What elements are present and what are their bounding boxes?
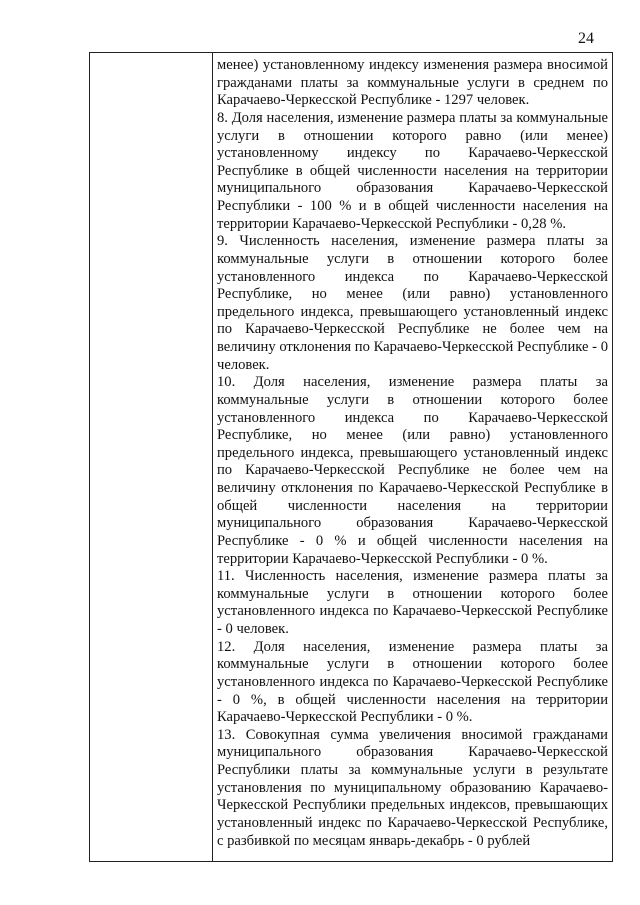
paragraph-item-11: 11. Численность населения, изменение размера платы за коммунальные услуги в отношении которого более установленного индекса по Карачаево-Черкесской Республике - 0 человек. — [217, 568, 608, 637]
document-table — [89, 52, 613, 862]
paragraph-item-9: 9. Численность населения, изменение размера платы за коммунальные услуги в отношении которого более установленного индекса по Карачаево-Черкесской Республике, но менее (или равно) установленного предельного индекса, превышающего установленный индекс по Карачаево-Черкесской Республике не более чем на величину отклонения по Карачаево-Черкесской Республике - 0 человек. — [217, 233, 608, 373]
paragraph-item-12: 12. Доля населения, изменение размера платы за коммунальные услуги в отношении которого более установленного индекса по Карачаево-Черкесской Республике - 0 %, в общей численности населения на территории Карачаево-Черкесской Республики - 0 %. — [217, 638, 608, 726]
text-cell — [217, 57, 608, 850]
paragraph-continuation: менее) установленному индексу изменения размера вносимой гражданами платы за коммунальные услуги в среднем по Карачаево-Черкесской Республике - 1297 человек. — [217, 57, 608, 109]
column-divider — [212, 53, 213, 861]
paragraph-item-13: 13. Совокупная сумма увеличения вносимой гражданами муниципального образования Карачаево-Черкесской Республики платы за коммунальные услуги в результате установления по муниципальному образованию Карачаево-Черкесской Республики предельных индексов, превышающих установленный индекс по Карачаево-Черкесской Республике, с разбивкой по месяцам январь-декабрь - 0 рублей — [217, 726, 608, 849]
paragraph-item-10: 10. Доля населения, изменение размера платы за коммунальные услуги в отношении которого более установленного индекса по Карачаево-Черкесской Республике, но менее (или равно) установленного предельного индекса, превышающего установленный индекс по Карачаево-Черкесской Республике не более чем на величину отклонения по Карачаево-Черкесской Республике в общей численности населения на территории муниципального образования Карачаево-Черкесской Республике - 0 % и общей численности населения на территории Карачаево-Черкесской Республики - 0 %. — [217, 374, 608, 567]
paragraph-item-8: 8. Доля населения, изменение размера платы за коммунальные услуги в отношении которого равно (или менее) установленному индексу по Карачаево-Черкесской Республике в общей численности населения на территории муниципального образования Карачаево-Черкесской Республики - 100 % и в общей численности населения на территории Карачаево-Черкесской Республики - 0,28 %. — [217, 109, 608, 232]
page-number: 24 — [578, 30, 594, 47]
